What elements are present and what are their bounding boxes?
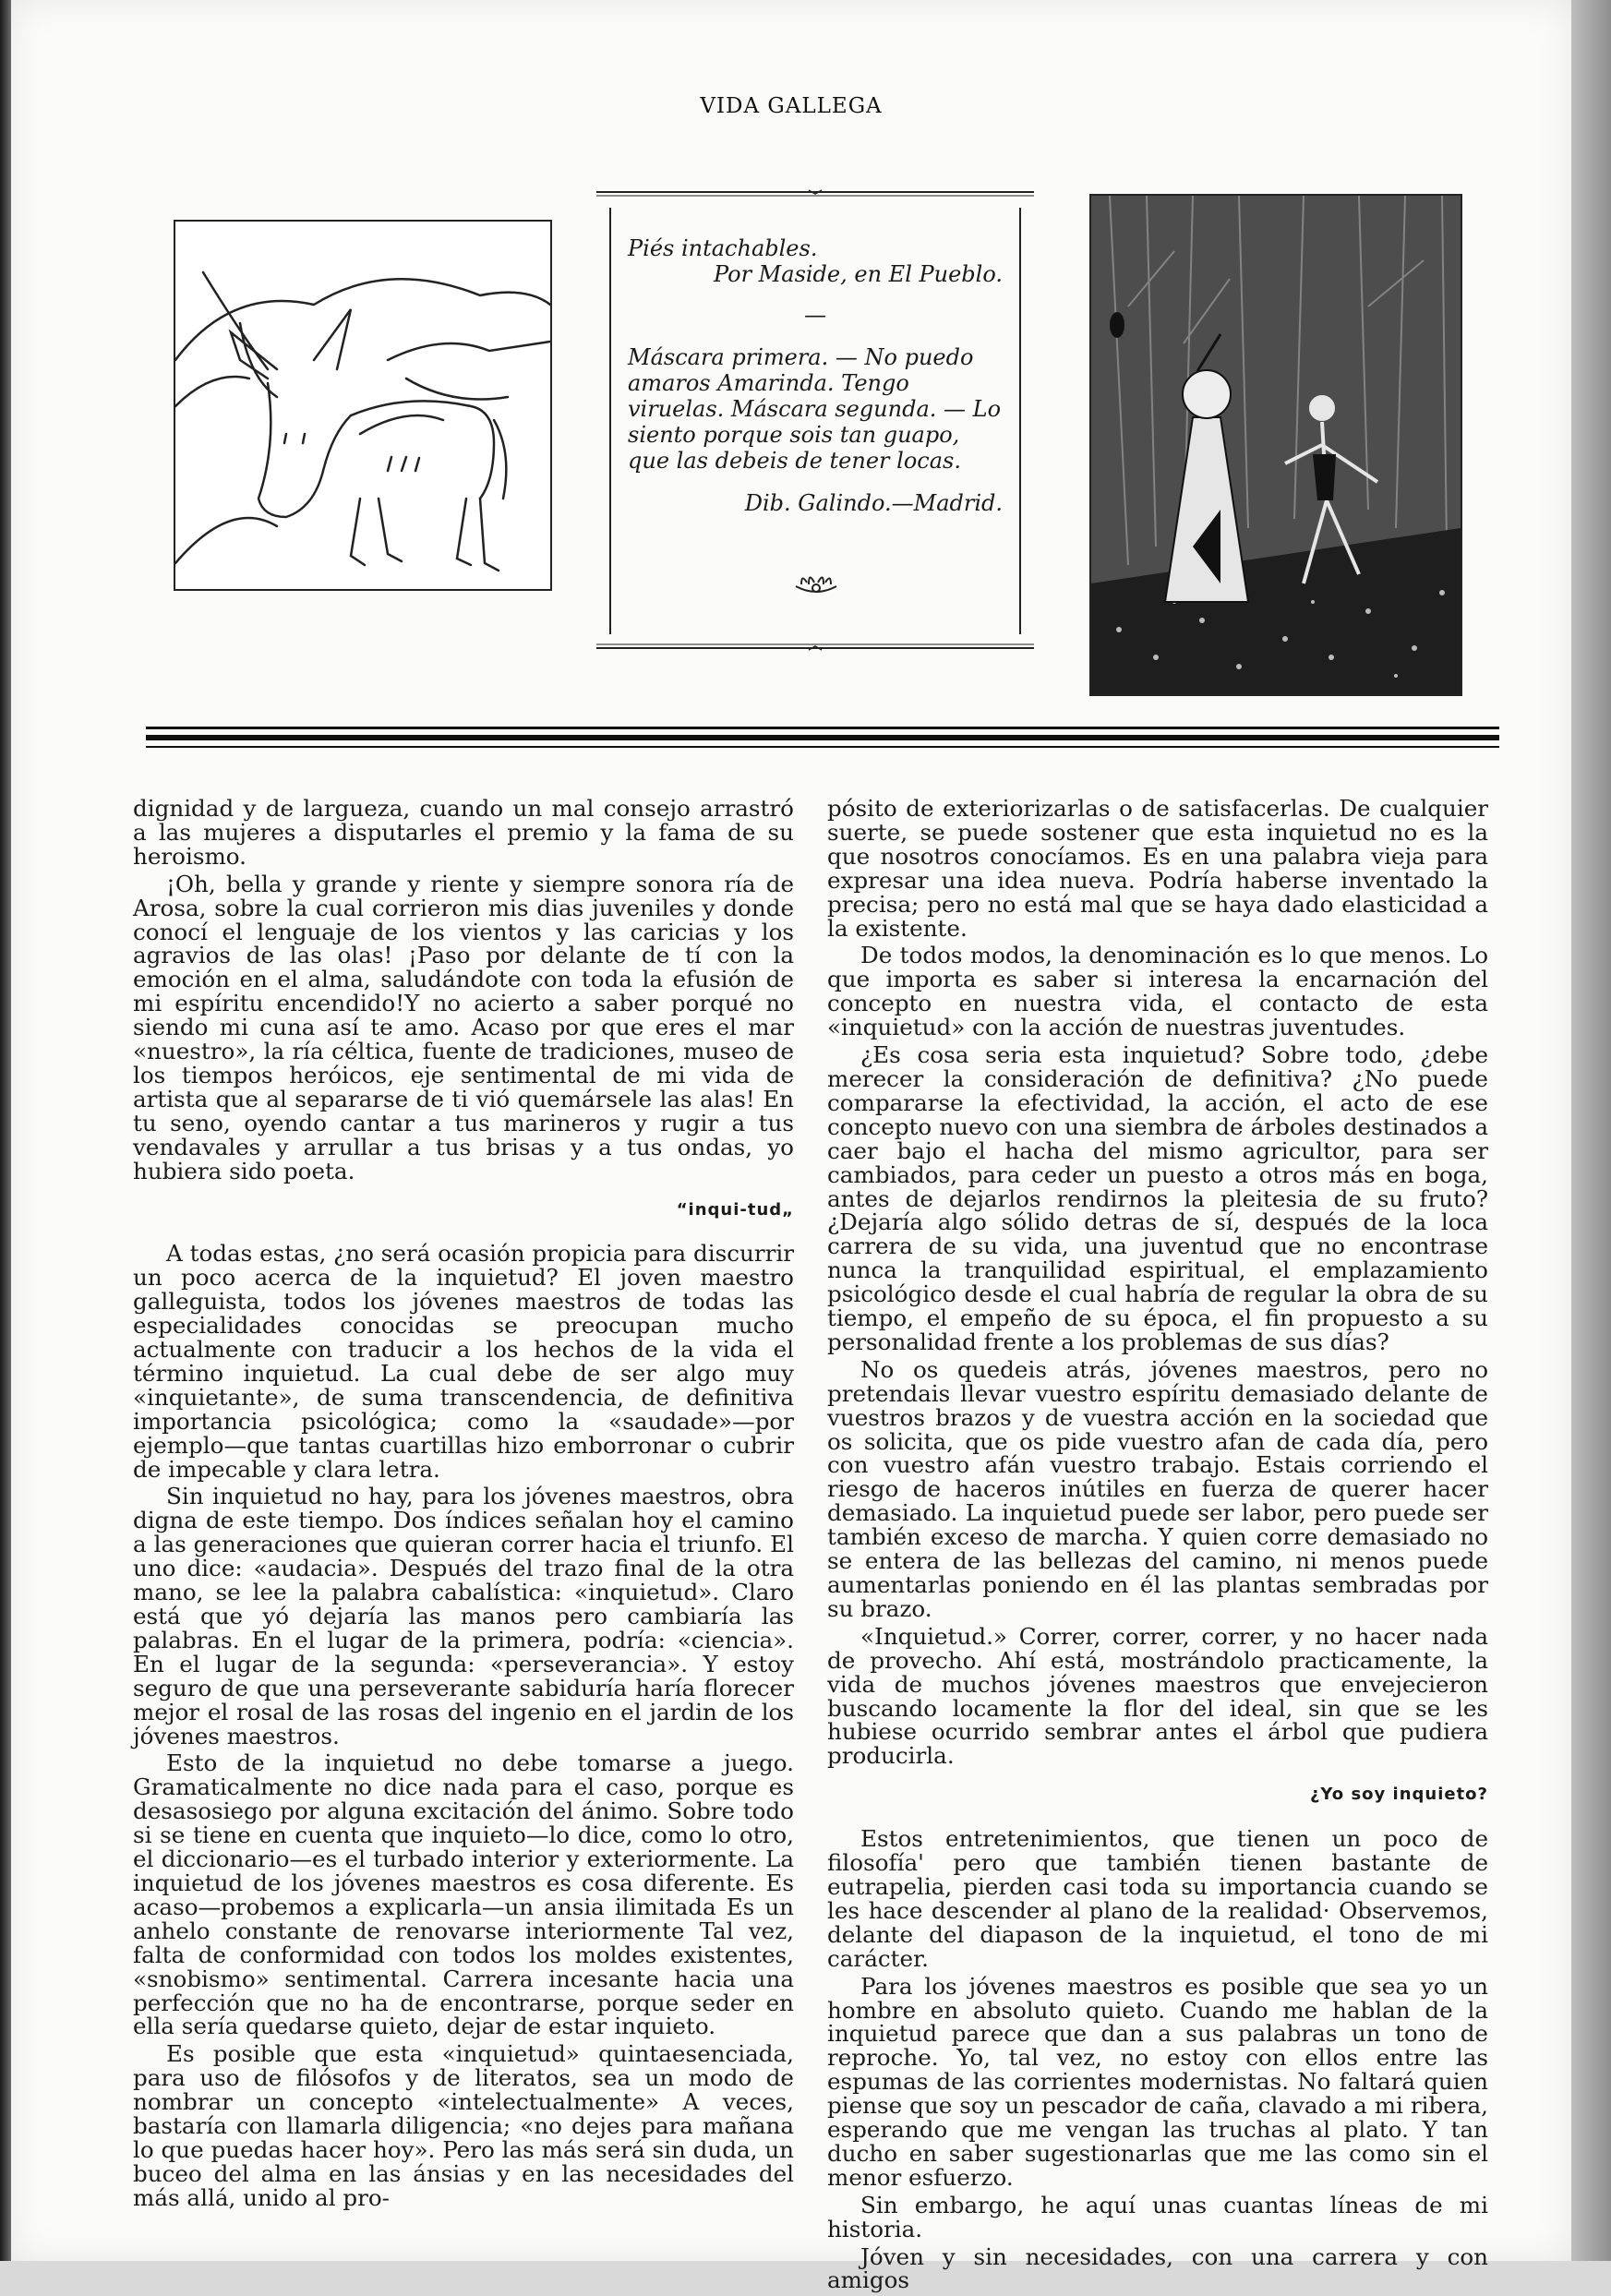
caption-box-left-border [609,208,611,634]
separator-rule-3 [146,746,1499,748]
right-paragraph-4: No os quedeis atrás, jóvenes maestros, pero no pretendais llevar vuestro espíritu demasiado delante de vuestros brazos y de vuestra acción en la sociedad que os solicita, que os pide vuestro afan de cada día, pero con vuestro afán vuestro trabajo. Estais corriendo el riesgo de haceros inútiles en fuerza de querer hacer demasiado. La inquietud puede ser labor, pero puede ser también exceso de marcha. Y quien corre demasiado no se entera de las bellezas del camino, ni menos puede aumentarlas poniendo en él las plantas sembradas por su brazo. [827,1355,1488,1622]
caption-text [628,235,1003,516]
donkey-illustration [174,220,552,591]
right-paragraph-2: De todos modos, la denominación es lo que menos. Lo que importa es saber si interesa la encarnación del concepto en nuestra vida, el contacto de esta «inquietud» con la acción de nuestras juventudes. [827,942,1488,1041]
ornamental-rule-top [596,189,1034,198]
caption-line-1: Piés intachables. [628,235,818,261]
right-paragraph-8: Sin embargo, he aquí unas cuantas líneas de mi historia. [827,2191,1488,2242]
page-right-edge [1571,0,1611,2261]
caption-dialogue: Máscara primera. — No puedo amaros Amarinda. Tengo viruelas. Máscara segunda. — Lo siento porque sois tan guapo, que las debeis de tener locas. [628,344,1002,474]
left-paragraph-2: ¡Oh, bella y grande y riente y siempre sonora ría de Arosa, sobre la cual corrieron mis dias juveniles y donde conocí el lenguaje de los vientos y las caricias y los agravios de las olas! ¡Paso por delante de tí con la emoción en el alma, saludándote con toda la efusión de mi espíritu encendido!Y no acierto a saber porqué no siendo mi cuna así te amo. Acaso por que eres el mar «nuestro», la ría céltica, fuente de tradiciones, museo de los tiempos heróicos, eje sentimental de mi vida de artista que al separarse de ti vió quemársele las alas! En tu seno, oyendo cantar a tus marineros y rugir a tus vendavales y arrullar a tus brisas y a tus ondas, yo hubiera sido poeta. [133,870,794,1184]
left-column [133,797,794,2214]
page-left-shadow [0,0,11,2261]
caption-box [596,189,1034,658]
right-paragraph-5: «Inquietud.» Correr, correr, correr, y no hacer nada de provecho. Ahí está, mostrándolo practicamente, la vida de muchos jóvenes maestros que envejecieron buscando locamente la flor del ideal, sin que se les hubiese ocurrido sembrar antes el árbol que pudiera producirla. [827,1622,1488,1770]
ornamental-rule-bottom [596,642,1034,651]
section-heading-yo-soy-inquieto: ¿Yo soy inquieto? [1309,1785,1488,1805]
masquerade-drawing [1091,196,1461,694]
caption-line-2: Por Maside, en El Pueblo. [713,261,1003,287]
separator-rule-1 [146,727,1499,729]
right-paragraph-1: pósito de exteriorizarlas o de satisfacerlas. De cualquier suerte, se puede sostener que esta inquietud no es la que nosotros conocíamos. Es en una palabra vieja para expresar una idea nueva. Podría haberse inventado la precisa; pero no está mal que se haya dado elasticidad a la existente. [827,795,1488,942]
left-paragraph-5: Esto de la inquietud no debe tomarse a juego. Gramaticalmente no dice nada para el caso, porque es desasosiego por alguna excitación del ánimo. Sobre todo si se tiene en cuenta que inquieto—lo dice, como lo otro, el diccionario—es el turbado interior y exteriormente. La inquietud de los jóvenes maestros es cosa diferente. Es acaso—probemos a explicarla—un ansia ilimitada Es un anhelo constante de renovarse interiormente Tal vez, falta de conformidad con todos los moldes existentes, «snobismo» sentimental. Carrera incesante hacia una perfección que no ha de encontrarse, porque seder en ella sería quedarse quieto, dejar de estar inquieto. [133,1749,794,2040]
page-header: VIDA GALLEGA [700,94,883,118]
caption-credit: Dib. Galindo.—Madrid. [744,490,1003,516]
masquerade-illustration [1089,194,1462,696]
left-paragraph-3: A todas estas, ¿no será ocasión propicia para discurrir un poco acerca de la inquietud? El joven maestro galleguista, todos los jóvenes maestros de todas las especialidades conocidas se preocupan mucho actualmente con traducir a los hechos de la vida el término inquietud. La cual debe de ser algo muy «inquietante», de suma transcendencia, de definitiva importancia psicológica; como la «saudade»—por ejemplo—que tantas cuartillas hizo emborronar o cubrir de impecable y clara letra. [133,1240,795,1483]
left-paragraph-4: Sin inquietud no hay, para los jóvenes maestros, obra digna de este tiempo. Dos índices señalan hoy el camino a las generaciones que quieran correr hacia el triunfo. El uno dice: «audacia». Después del trazo final de la otra mano, se lee la palabra cabalística: «inquietud». Claro está que yó dejaría las manos pero cambiaría las palabras. En el lugar de la primera, podría: «ciencia». En el lugar de la segunda: «perseverancia». Y estoy seguro de que una perseverante sabiduría haría florecer mejor el rosal de las rosas del ingenio en el jardin de los jóvenes maestros. [133,1483,794,1749]
magazine-page [11,0,1571,2294]
right-paragraph-6: Estos entretenimientos, que tienen un poco de filosofía' pero que también tienen bastante de eutrapelia, pierden casi toda su importancia cuando se les hace descender al plano de la realidad· Observemos, delante del diapason de la inquietud, el tono de mi carácter. [827,1825,1488,1972]
right-column [827,797,1488,2296]
left-paragraph-6: Es posible que esta «inquietud» quintaesenciada, para uso de filósofos y de literatos, sea un modo de nombrar un concepto «intelectualmente» A veces, bastaría con llamarla diligencia; «no dejes para mañana lo que puedas hacer hoy». Pero las más será sin duda, un buceo del alma en las ánsias y en las necesidades del más allá, unido al pro- [133,2040,794,2211]
flower-ornament-icon [792,570,840,597]
right-paragraph-9: Jóven y sin necesidades, con una carrera y con amigos [827,2242,1488,2294]
left-paragraph-1: dignidad y de largueza, cuando un mal consejo arrastró a las mujeres a disputarles el premio y la fama de su heroismo. [133,795,794,870]
right-paragraph-7: Para los jóvenes maestros es posible que sea yo un hombre en absoluto quieto. Cuando me hablan de la inquietud parece que dan a sus palabras un tono de reproche. Yo, tal vez, no estoy con ellos entre las espumas de las corrientes modernistas. No faltará quien piense que soy un pescador de caña, clavado a mi ribera, esperando que me vengan las truchas al plato. Y tan ducho en saber sugestionarlas que me las como sin el menor esfuerzo. [827,1972,1488,2191]
section-heading-inquietud: “inqui-tud„ [676,1199,794,1220]
caption-box-right-border [1019,208,1021,634]
separator-rule-2 [146,735,1499,740]
caption-dash: — [804,302,826,328]
donkey-drawing [175,222,550,589]
right-paragraph-3: ¿Es cosa seria esta inquietud? Sobre todo, ¿debe merecer la consideración de definitiva? ¿No puede compararse la efectividad, la acción, el acto de ese concepto nuevo con una siembra de árboles destinados a caer bajo el hacha del mismo agricultor, para ser cambiados, para ceder un puesto a otros más en boga, antes de dejarlos rendirnos la pleitesia de su fruto? ¿Dejaría algo sólido detras de sí, después de la loca carrera de su vida, una juventud que no encontrase nunca la tranquilidad espiritual, el emplazamiento psicológico desde el cual habría de regular la obra de su tiempo, el empeño de su época, el fin propuesto a su personalidad frente a los problemas de sus días? [827,1041,1488,1355]
